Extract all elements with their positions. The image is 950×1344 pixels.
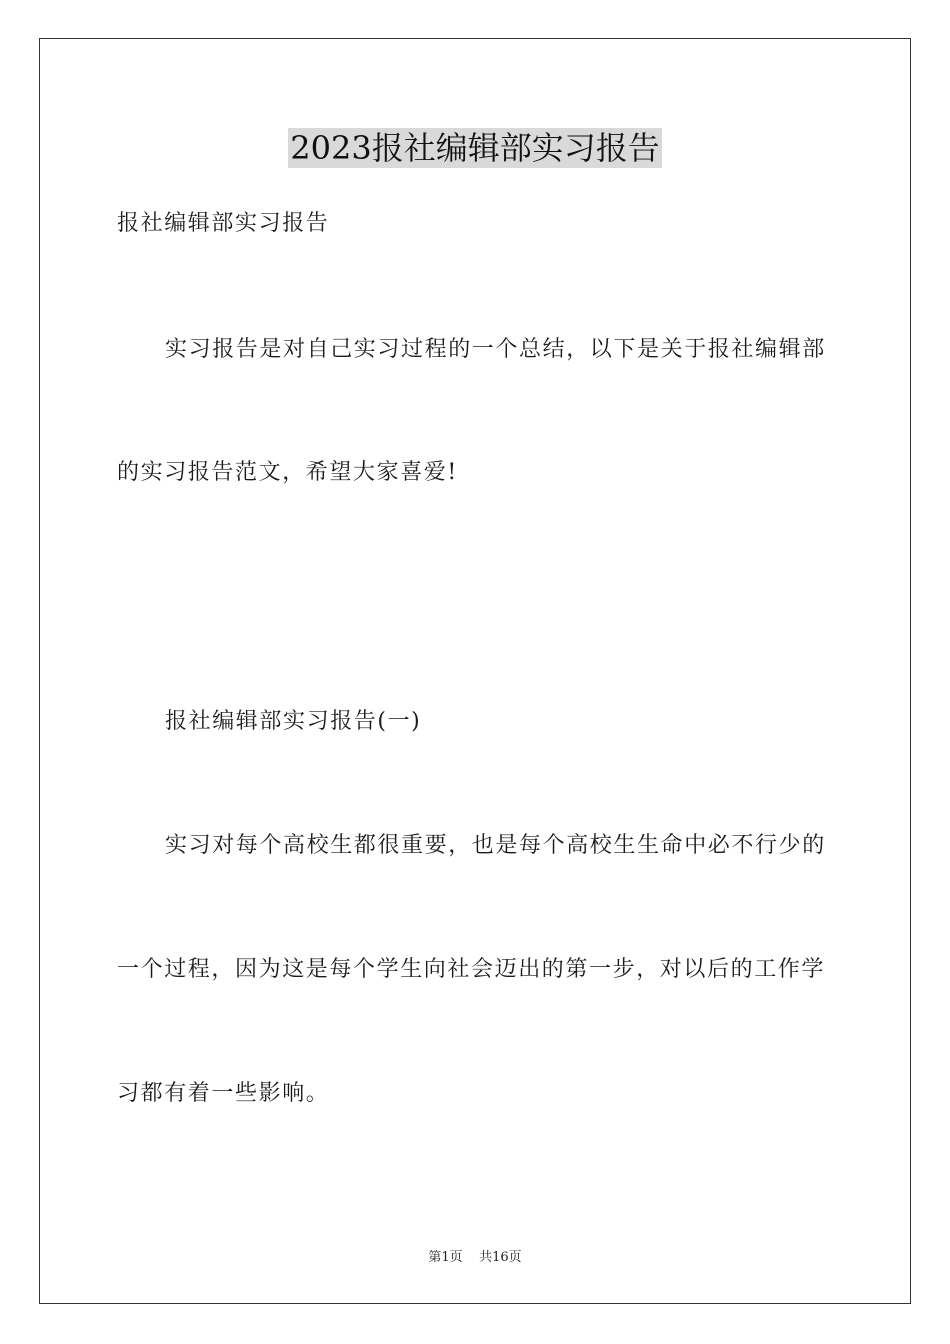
paragraph-2-line-1: 实习对每个高校生都很重要，也是每个高校生生命中必不行少的 xyxy=(165,833,826,858)
paragraph-2-line-2: 一个过程，因为这是每个学生向社会迈出的第一步，对以后的工作学 xyxy=(117,957,826,982)
page-number: 第1页 xyxy=(428,1250,463,1265)
paragraph-1-line-2: 的实习报告范文，希望大家喜爱! xyxy=(117,460,458,485)
section-heading: 报社编辑部实习报告(一) xyxy=(165,709,422,734)
document-subtitle: 报社编辑部实习报告 xyxy=(117,211,330,236)
page-footer xyxy=(0,1249,950,1267)
total-pages: 共16页 xyxy=(479,1250,522,1265)
title-container xyxy=(0,128,950,168)
document-title: 2023报社编辑部实习报告 xyxy=(290,129,660,167)
paragraph-1-line-1: 实习报告是对自己实习过程的一个总结，以下是关于报社编辑部 xyxy=(165,337,826,362)
paragraph-2-line-3: 习都有着一些影响。 xyxy=(117,1081,330,1106)
